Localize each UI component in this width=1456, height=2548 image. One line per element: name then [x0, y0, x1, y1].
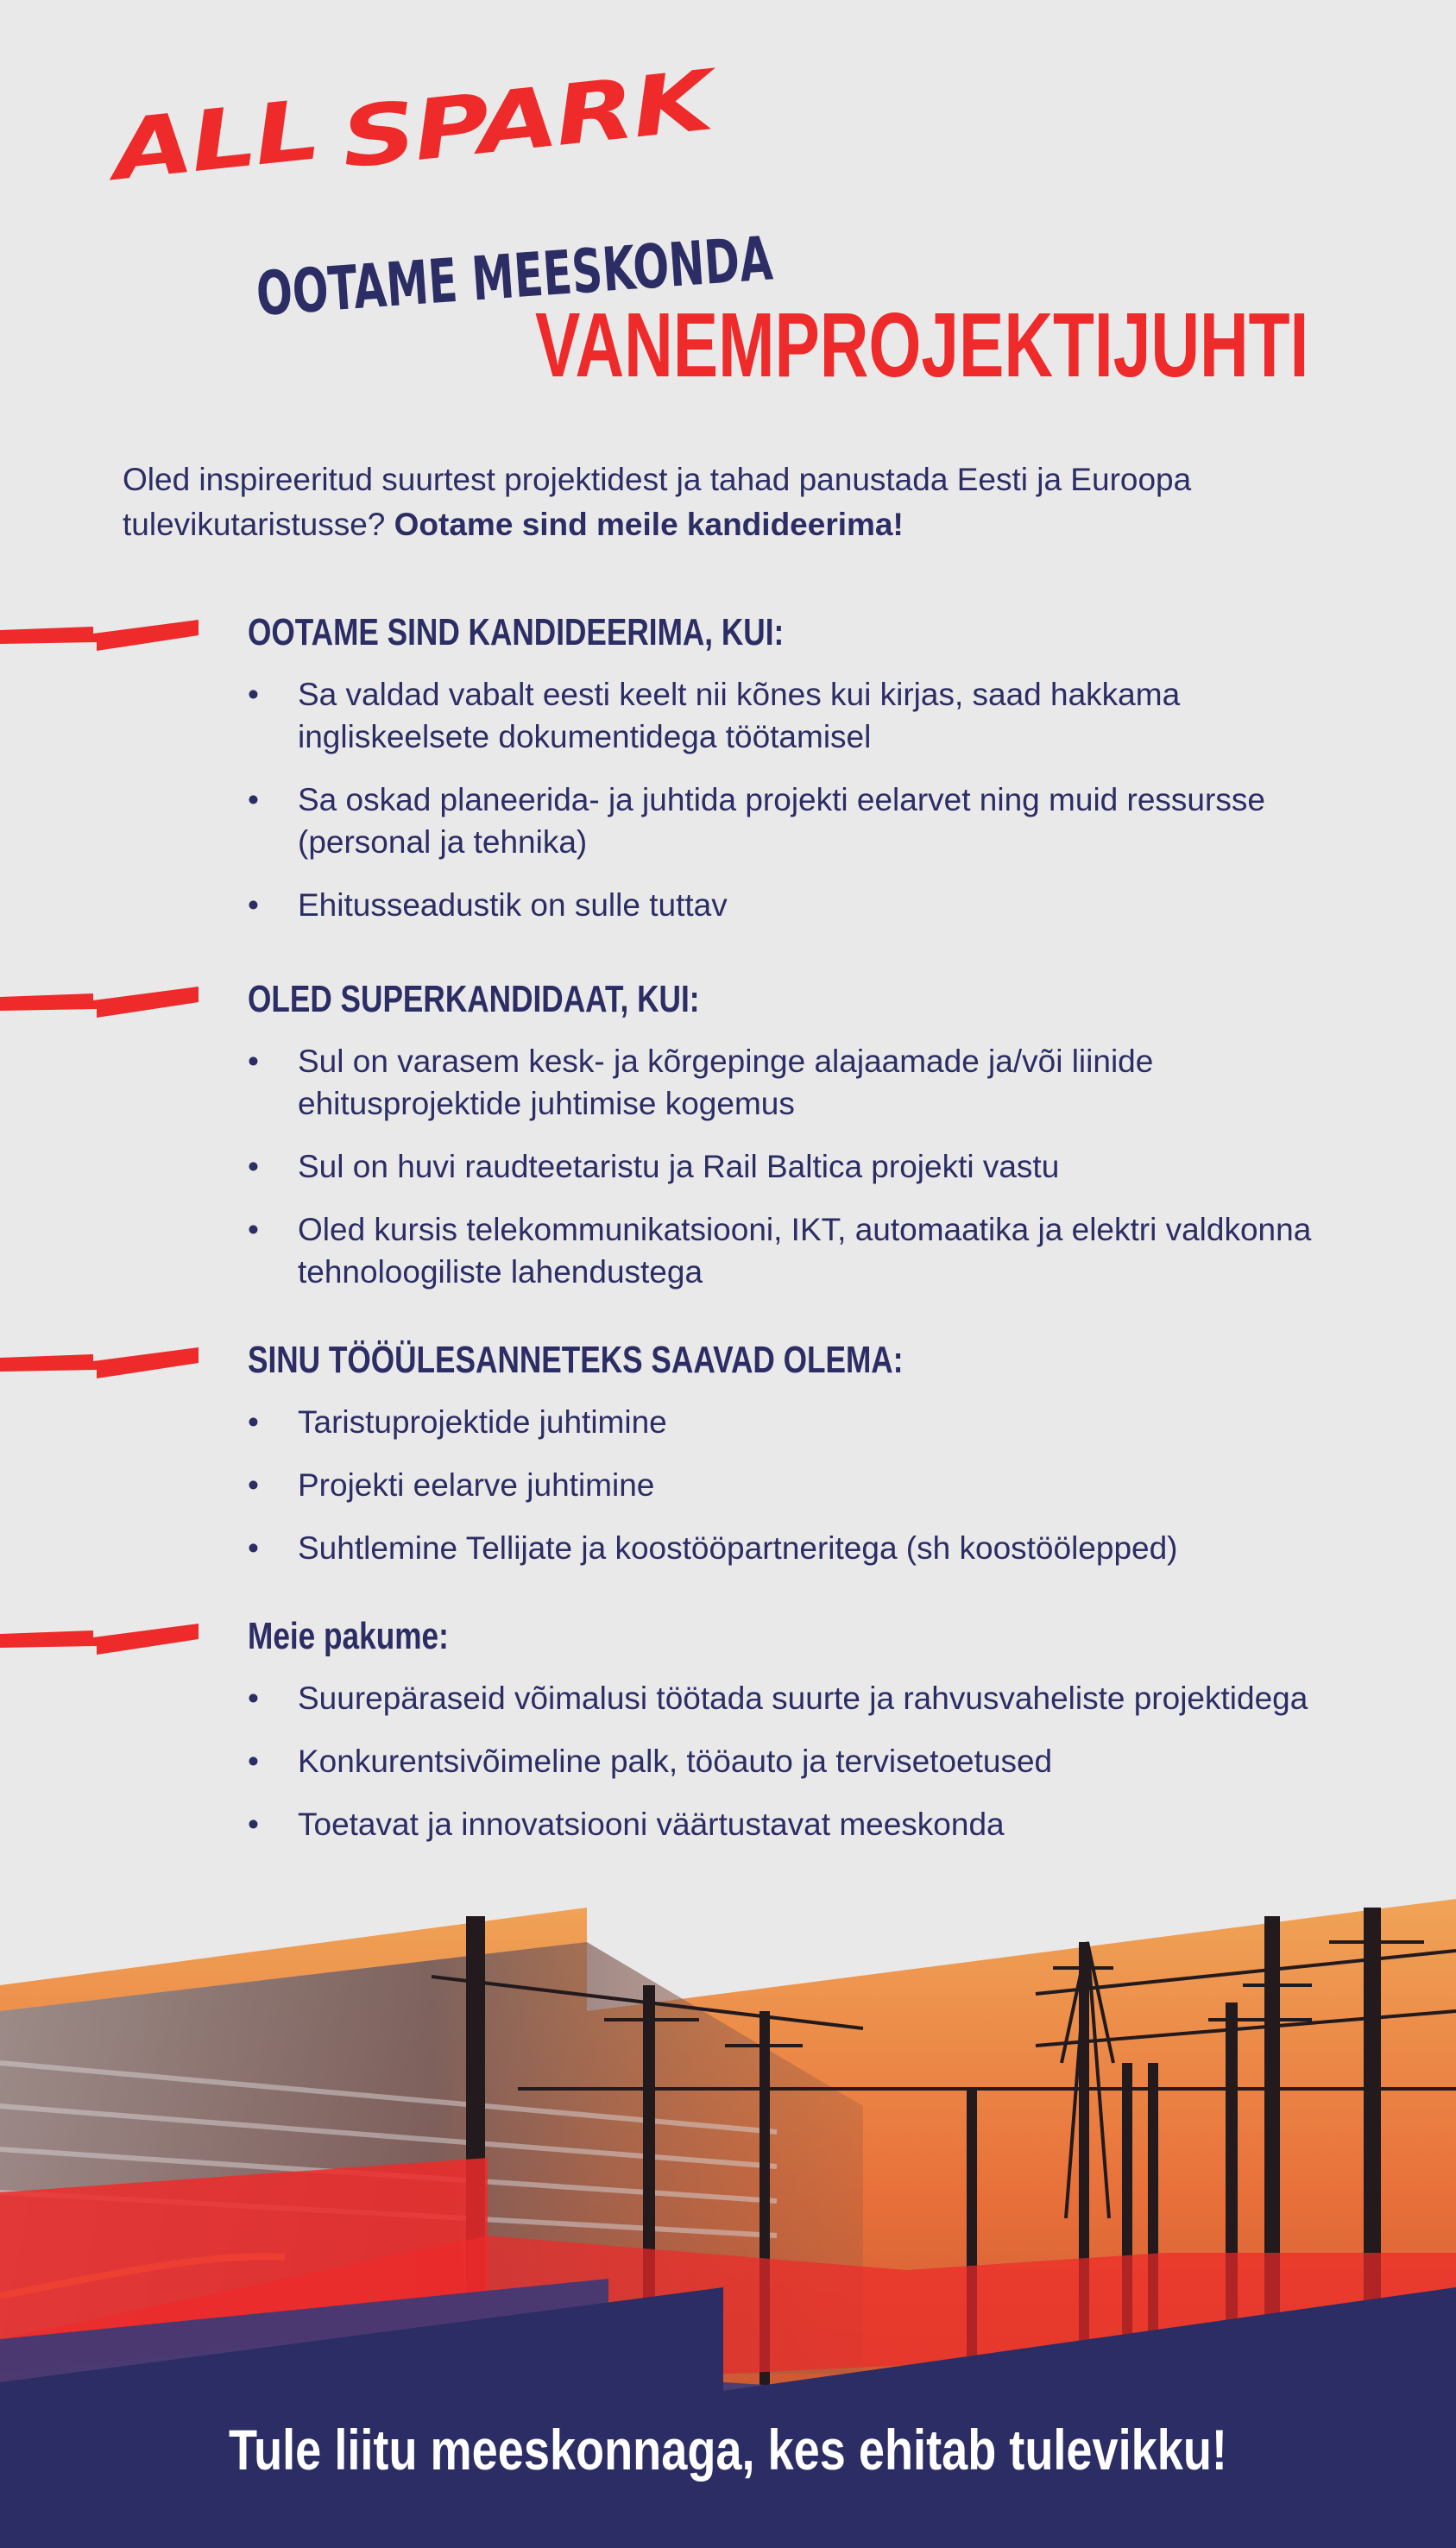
list-item: • Sul on huvi raudteetaristu ja Rail Baltica projekti vastu: [248, 1145, 1370, 1188]
list-item: • Projekti eelarve juhtimine: [248, 1464, 1370, 1506]
heading-role: VANEMPROJEKTIJUHTI: [535, 294, 1309, 396]
list-item: • Konkurentsivõimeline palk, tööauto ja tervisetoetused: [248, 1740, 1370, 1782]
list-item: • Toetavat ja innovatsiooni väärtustavat meeskonda: [248, 1803, 1370, 1845]
list-item: • Sa valdad vabalt eesti keelt nii kõnes kui kirjas, saad hakkama ingliskeelsete dokumentidega töötamisel: [248, 673, 1370, 758]
section-list: [248, 1040, 1370, 1314]
list-item: • Sul on varasem kesk- ja kõrgepinge alajaamade ja/või liinide ehitusprojektide juhtimise kogemus: [248, 1040, 1370, 1125]
list-item: • Sa oskad planeerida- ja juhtida projekti eelarvet ning muid ressursse (personal ja tehnika): [248, 779, 1370, 863]
section-list: [248, 1401, 1370, 1590]
section-title: Meie pakume:: [248, 1615, 449, 1657]
heading-team: OOTAME MEESKONDA: [254, 223, 775, 330]
intro-text: Oled inspireeritud suurtest projektidest ja tahad panustada Eesti ja Euroopa tulevikutaristusse?: [123, 462, 1192, 542]
intro-paragraph: [123, 457, 1331, 547]
red-slash-icon: [0, 1622, 203, 1658]
red-slash-icon: [0, 1346, 203, 1382]
section-list: [248, 673, 1370, 947]
list-item: • Oled kursis telekommunikatsiooni, IKT, automaatika ja elektri valdkonna tehnoloogiliste lahendustega: [248, 1208, 1370, 1293]
red-slash-icon: [0, 985, 203, 1021]
footer-slogan: Tule liitu meeskonnaga, kes ehitab tulevikku!: [229, 2418, 1227, 2482]
allspark-logo: [96, 0, 780, 216]
list-item: • Suurepäraseid võimalusi töötada suurte ja rahvusvaheliste projektidega: [248, 1677, 1370, 1719]
red-slash-icon: [0, 618, 203, 654]
intro-bold: Ootame sind meile kandideerima!: [394, 507, 904, 542]
list-item: • Taristuprojektide juhtimine: [248, 1401, 1370, 1443]
list-item: • Suhtlemine Tellijate ja koostööpartneritega (sh koostöölepped): [248, 1527, 1370, 1569]
section-title: SINU TÖÖÜLESANNETEKS SAAVAD OLEMA:: [248, 1339, 904, 1381]
section-list: [248, 1677, 1370, 1866]
section-title: OOTAME SIND KANDIDEERIMA, KUI:: [248, 611, 785, 653]
logo-part-all: ALL: [108, 81, 323, 199]
list-item: • Ehitusseadustik on sulle tuttav: [248, 884, 1370, 926]
section-title: OLED SUPERKANDIDAAT, KUI:: [248, 978, 700, 1020]
logo-part-spark: SPARK: [337, 52, 715, 187]
